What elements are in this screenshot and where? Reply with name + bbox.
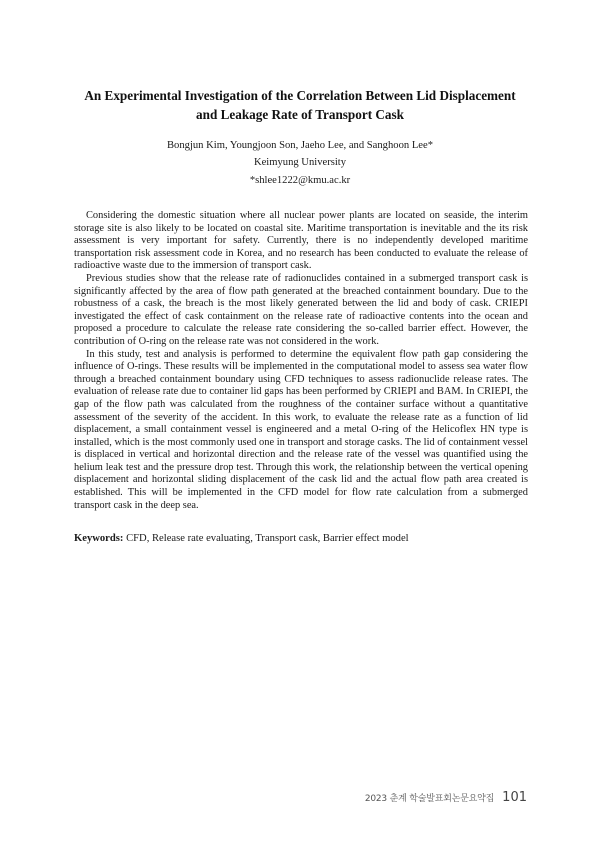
- author-list: Bongjun Kim, Youngjoon Son, Jaeho Lee, and Sanghoon Lee*: [166, 140, 433, 151]
- keywords-text: CFD, Release rate evaluating, Transport cask, Barrier effect model: [123, 533, 409, 544]
- page-footer: [365, 790, 527, 805]
- page-number: 101: [502, 790, 527, 805]
- abstract-paragraph-3: In this study, test and analysis is performed to determine the equivalent flow path gap considering the influence of O-rings. These results will be implemented in the computational model to assess sea water flow through a breached containment boundary using CFD techniques to assess radionuclide release rates. The evaluation of release rate due to container lid gaps has been performed by CRIEPI and BAM. In CRIEPI, the gap of the flow path was calculated from the roughness of the container surface without a quantitative assessment of the severity of the accident. In this work, to evaluate the release rate as a function of lid displacement, a small containment vessel is engineered and a metal O-ring of the Helicoflex HN type is installed, which is the most commonly used one in transport and storage casks. The lid of containment vessel is displaced in vertical and horizontal direction and the release rate of the vessel was quantified using the helium leak test and the pressure drop test. Through this work, the relationship between the vertical opening displacement and horizontal sliding displacement of the cask lid and the actual flow path area created is established. This will be implemented in the CFD model for flow rate calculation from a submerged transport cask in the deep sea.: [74, 348, 528, 511]
- paper-title: [60, 86, 540, 124]
- paper-title-line-1: An Experimental Investigation of the Correlation Between Lid Displacement: [84, 88, 516, 103]
- abstract-body: [74, 210, 528, 512]
- paper-title-line-2: and Leakage Rate of Transport Cask: [196, 107, 404, 122]
- conference-name: 2023 춘계 학술발표회논문요약집: [364, 794, 495, 804]
- abstract-paragraph-1: Considering the domestic situation where all nuclear power plants are located on seaside, the interim storage site is also likely to be located on coastal site. Maritime transportation is inevitable and the its risk assessment is very important for safety. Currently, there is no independently developed maritime transportation risk assessment code in Korea, and no research has been conducted to evaluate the release of radioactive waste due to the immersion of transport cask.: [74, 210, 528, 272]
- affiliation: Keimyung University: [253, 157, 347, 168]
- keywords-label: Keywords:: [74, 533, 124, 544]
- abstract-paragraph-2: Previous studies show that the release rate of radionuclides contained in a submerged transport cask is significantly affected by the area of flow path generated at the breached containment boundary. Due to the robustness of a cask, the breach is the most likely generated between the lid and body of cask. CRIEPI investigated the effect of cask containment on the release rate of radioactive contents into the ocean and proposed a procedure to calculate the release rate considering the so-called barrier effect. However, the contribution of O-ring on the release rate was not considered in the work.: [74, 272, 528, 347]
- corresponding-email: *shlee1222@kmu.ac.kr: [249, 175, 351, 186]
- keywords-line: [74, 532, 528, 545]
